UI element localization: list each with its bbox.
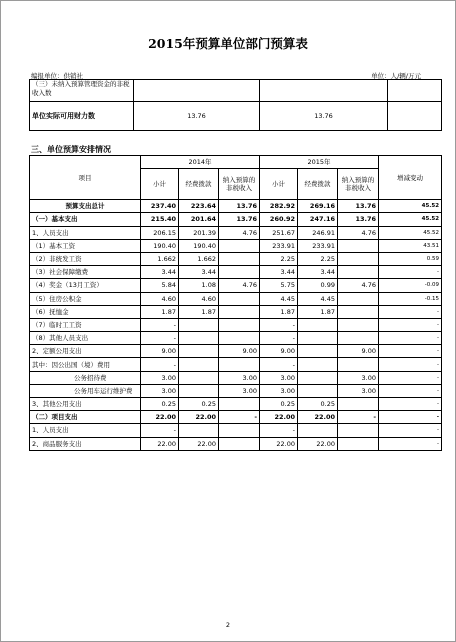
value-cell <box>219 332 260 345</box>
value-cell: - <box>260 358 298 371</box>
row-label: （7）临时工工资 <box>30 318 141 331</box>
table-row <box>30 102 442 131</box>
value-cell: 1.87 <box>141 305 179 318</box>
row-label: 2、商品服务支出 <box>30 437 141 450</box>
value-cell <box>219 292 260 305</box>
page-number: 2 <box>225 621 231 629</box>
value-cell: 13.76 <box>219 200 260 213</box>
value-cell <box>219 239 260 252</box>
value-cell <box>219 358 260 371</box>
value-cell: 13.76 <box>338 200 379 213</box>
value-cell: 237.40 <box>141 200 179 213</box>
value-cell: - <box>379 266 442 279</box>
value-cell: 45.52 <box>379 226 442 239</box>
value-cell <box>179 345 219 358</box>
value-cell <box>298 424 338 437</box>
value-cell <box>179 358 219 371</box>
value-cell: 22.00 <box>141 437 179 450</box>
row-label: （二）项目支出 <box>30 411 141 424</box>
value-cell: 201.39 <box>179 226 219 239</box>
table-row <box>30 279 442 292</box>
value-cell: 22.00 <box>298 437 338 450</box>
value-cell: 9.00 <box>219 345 260 358</box>
row-label: （8）其他人员支出 <box>30 332 141 345</box>
value-cell: 3.00 <box>141 371 179 384</box>
value-cell <box>298 345 338 358</box>
value-cell: 201.64 <box>179 213 219 226</box>
value-cell <box>219 437 260 450</box>
table-row <box>30 318 442 331</box>
value-cell: 246.91 <box>298 226 338 239</box>
table-row <box>30 358 442 371</box>
value-cell: - <box>379 358 442 371</box>
value-cell <box>179 384 219 397</box>
year-2015-header: 2015年 <box>260 156 379 169</box>
value-cell <box>179 318 219 331</box>
table-row <box>30 398 442 411</box>
value-cell: 247.16 <box>298 213 338 226</box>
table-row <box>30 252 442 265</box>
column-header: 经费拨款 <box>179 169 219 200</box>
summary-table <box>29 79 442 131</box>
value-cell: - <box>379 371 442 384</box>
value-cell: 3.00 <box>260 371 298 384</box>
value-cell: 233.91 <box>298 239 338 252</box>
value-cell: 4.45 <box>260 292 298 305</box>
value-cell: 4.76 <box>338 226 379 239</box>
cell <box>388 80 442 102</box>
cell: 13.76 <box>134 102 260 131</box>
value-cell: - <box>338 411 379 424</box>
value-cell <box>338 424 379 437</box>
value-cell: - <box>141 424 179 437</box>
value-cell: - <box>379 411 442 424</box>
value-cell: -0.15 <box>379 292 442 305</box>
column-header: 纳入预算的非税收入 <box>219 169 260 200</box>
value-cell: 0.99 <box>298 279 338 292</box>
value-cell: - <box>141 332 179 345</box>
value-cell: 0.25 <box>260 398 298 411</box>
value-cell: 1.662 <box>179 252 219 265</box>
value-cell <box>338 266 379 279</box>
value-cell <box>219 398 260 411</box>
page-title: 2015年预算单位部门预算表 <box>148 36 308 51</box>
table-row <box>30 213 442 226</box>
value-cell: 0.59 <box>379 252 442 265</box>
row-label: （1）基本工资 <box>30 239 141 252</box>
table-row <box>30 371 442 384</box>
row-label: 其中：因公出国（境）费用 <box>30 358 141 371</box>
value-cell: 13.76 <box>219 213 260 226</box>
value-cell: 3.00 <box>260 384 298 397</box>
row-label: （3）社会保障缴费 <box>30 266 141 279</box>
value-cell: 223.64 <box>179 200 219 213</box>
cell: 13.76 <box>260 102 388 131</box>
value-cell: 1.87 <box>298 305 338 318</box>
column-header: 经费拨款 <box>298 169 338 200</box>
budget-table <box>29 155 442 451</box>
value-cell: 0.25 <box>141 398 179 411</box>
value-cell: - <box>379 345 442 358</box>
value-cell: 22.00 <box>298 411 338 424</box>
value-cell: 22.00 <box>260 411 298 424</box>
table-row <box>30 305 442 318</box>
value-cell: 4.60 <box>141 292 179 305</box>
value-cell <box>338 292 379 305</box>
section-title: 三、单位预算安排情况 <box>31 145 111 154</box>
value-cell: 2.25 <box>260 252 298 265</box>
table-row <box>30 437 442 450</box>
value-cell <box>338 358 379 371</box>
value-cell: - <box>379 398 442 411</box>
table-row <box>30 266 442 279</box>
table-row <box>30 332 442 345</box>
value-cell: 22.00 <box>179 411 219 424</box>
value-cell: 1.87 <box>260 305 298 318</box>
value-cell: 1.87 <box>179 305 219 318</box>
value-cell: 5.75 <box>260 279 298 292</box>
value-cell <box>179 371 219 384</box>
value-cell <box>298 371 338 384</box>
value-cell: 0.25 <box>298 398 338 411</box>
value-cell: 269.16 <box>298 200 338 213</box>
year-2014-header: 2014年 <box>141 156 260 169</box>
value-cell: 4.76 <box>338 279 379 292</box>
row-label: （一）基本支出 <box>30 213 141 226</box>
table-row <box>30 200 442 213</box>
value-cell: - <box>141 318 179 331</box>
value-cell: 3.00 <box>338 384 379 397</box>
value-cell: 3.00 <box>141 384 179 397</box>
value-cell: - <box>379 424 442 437</box>
value-cell: 22.00 <box>179 437 219 450</box>
value-cell: 3.00 <box>219 384 260 397</box>
value-cell: 215.40 <box>141 213 179 226</box>
value-cell: 4.60 <box>179 292 219 305</box>
value-cell: - <box>379 318 442 331</box>
value-cell <box>298 318 338 331</box>
row-label: 1、人员支出 <box>30 226 141 239</box>
column-header: 纳入预算的非税收入 <box>338 169 379 200</box>
table-row <box>30 80 442 102</box>
value-cell: 9.00 <box>338 345 379 358</box>
value-cell: - <box>379 437 442 450</box>
cell <box>134 80 260 102</box>
reporting-unit: 编报单位：供销社 <box>31 72 83 80</box>
row-label: 2、定额公用支出 <box>30 345 141 358</box>
cell <box>260 80 388 102</box>
value-cell: 4.76 <box>219 279 260 292</box>
value-cell: 4.45 <box>298 292 338 305</box>
header-row <box>30 156 442 169</box>
value-cell <box>219 266 260 279</box>
value-cell: 43.51 <box>379 239 442 252</box>
row-label: （2）非统发工资 <box>30 252 141 265</box>
value-cell: 1.662 <box>141 252 179 265</box>
value-cell <box>298 384 338 397</box>
value-cell: 5.84 <box>141 279 179 292</box>
value-cell <box>179 424 219 437</box>
value-cell: 0.25 <box>179 398 219 411</box>
unit-of-measure: 单位：人/辆/万元 <box>371 72 421 80</box>
value-cell: - <box>260 332 298 345</box>
value-cell <box>179 332 219 345</box>
item-header: 项目 <box>30 156 141 200</box>
cell <box>388 102 442 131</box>
value-cell: - <box>219 411 260 424</box>
table-row <box>30 411 442 424</box>
value-cell: - <box>260 424 298 437</box>
value-cell: 206.15 <box>141 226 179 239</box>
row-label: 公务招待费 <box>30 371 141 384</box>
value-cell <box>338 437 379 450</box>
row-label: （6）抚恤金 <box>30 305 141 318</box>
row-label: 预算支出总计 <box>30 200 141 213</box>
value-cell: 260.92 <box>260 213 298 226</box>
row-label: 3、其他公用支出 <box>30 398 141 411</box>
value-cell: 3.00 <box>338 371 379 384</box>
value-cell: 4.76 <box>219 226 260 239</box>
budget-rows <box>30 200 442 451</box>
row-label: （4）奖金（13月工资） <box>30 279 141 292</box>
value-cell <box>338 332 379 345</box>
table-row <box>30 384 442 397</box>
value-cell: -0.09 <box>379 279 442 292</box>
value-cell: 9.00 <box>141 345 179 358</box>
value-cell: 233.91 <box>260 239 298 252</box>
value-cell <box>338 252 379 265</box>
column-header: 小计 <box>260 169 298 200</box>
value-cell: 45.52 <box>379 200 442 213</box>
value-cell <box>338 398 379 411</box>
value-cell: 9.00 <box>260 345 298 358</box>
value-cell: 3.44 <box>179 266 219 279</box>
row-label: 公务用车运行维护费 <box>30 384 141 397</box>
table-row <box>30 345 442 358</box>
value-cell: 251.67 <box>260 226 298 239</box>
value-cell: - <box>260 318 298 331</box>
value-cell: 22.00 <box>260 437 298 450</box>
table-row <box>30 239 442 252</box>
row-label: 单位实际可用财力数 <box>30 102 134 131</box>
value-cell <box>338 305 379 318</box>
value-cell <box>338 239 379 252</box>
value-cell: 3.00 <box>219 371 260 384</box>
value-cell: 3.44 <box>141 266 179 279</box>
value-cell <box>338 318 379 331</box>
value-cell <box>298 358 338 371</box>
change-header: 增减变动 <box>379 156 442 200</box>
value-cell: 45.52 <box>379 213 442 226</box>
value-cell: 3.44 <box>260 266 298 279</box>
row-label: （5）住房公积金 <box>30 292 141 305</box>
value-cell <box>219 318 260 331</box>
value-cell: 190.40 <box>179 239 219 252</box>
value-cell: - <box>141 358 179 371</box>
value-cell <box>298 332 338 345</box>
value-cell: 3.44 <box>298 266 338 279</box>
value-cell: 282.92 <box>260 200 298 213</box>
row-label: 1、人员支出 <box>30 424 141 437</box>
table-row <box>30 226 442 239</box>
table-row <box>30 292 442 305</box>
value-cell: - <box>379 384 442 397</box>
column-header: 小计 <box>141 169 179 200</box>
value-cell: 13.76 <box>338 213 379 226</box>
value-cell: - <box>379 305 442 318</box>
value-cell: 2.25 <box>298 252 338 265</box>
value-cell: 1.08 <box>179 279 219 292</box>
value-cell: - <box>379 332 442 345</box>
row-label: （三）未纳入预算管理资金的非税收入数 <box>30 80 134 102</box>
value-cell <box>219 252 260 265</box>
table-row <box>30 424 442 437</box>
value-cell: 190.40 <box>141 239 179 252</box>
value-cell <box>219 305 260 318</box>
value-cell <box>219 424 260 437</box>
value-cell: 22.00 <box>141 411 179 424</box>
